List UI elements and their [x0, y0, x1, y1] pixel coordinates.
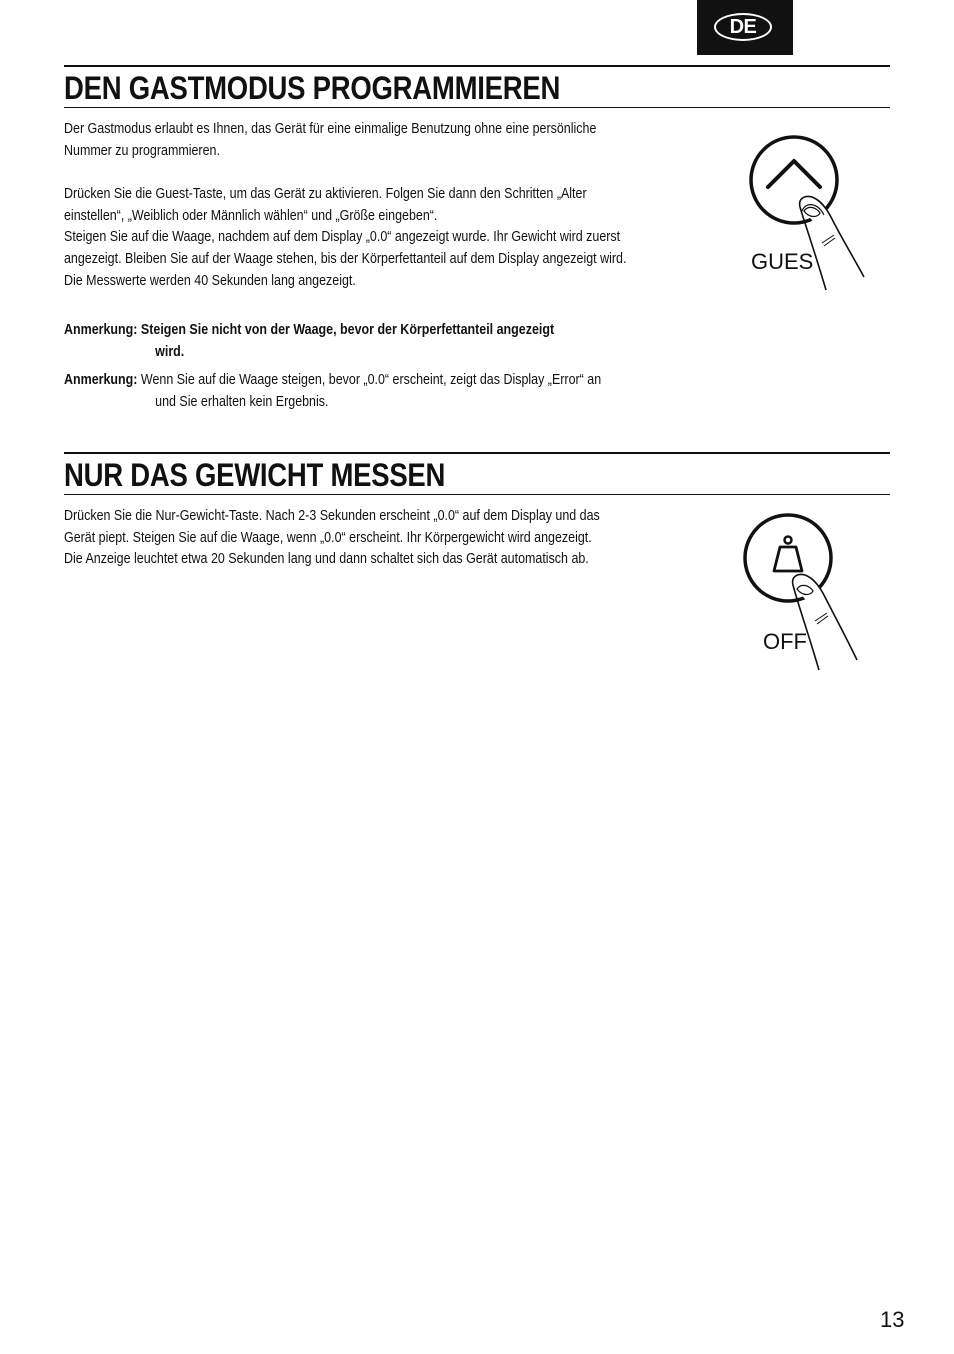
- section1-note2: [64, 370, 675, 413]
- section2-title: NUR DAS GEWICHT MESSEN: [64, 457, 446, 493]
- guest-button-illustration: [740, 125, 880, 300]
- note-text: Steigen Sie nicht von der Waage, bevor der Körperfettanteil angezeigt: [140, 322, 555, 338]
- guest-button-label: GUES: [751, 249, 814, 274]
- text-line: einstellen“, „Weiblich oder Männlich wählen“ und „Größe eingeben“.: [64, 207, 438, 224]
- text-line: angezeigt. Bleiben Sie auf der Waage stehen, bis der Körperfettanteil auf dem Display angezeigt wird.: [64, 251, 627, 268]
- text-line: Die Messwerte werden 40 Sekunden lang angezeigt.: [64, 272, 356, 289]
- note-text-continued: und Sie erhalten kein Ergebnis.: [155, 393, 329, 410]
- text-line: Gerät piept. Steigen Sie auf die Waage, wenn „0.0“ erscheint. Ihr Körpergewicht wird angezeigt.: [64, 529, 592, 546]
- weight-button-illustration: [735, 505, 875, 680]
- section1-paragraph1: [64, 119, 666, 162]
- note-label: Anmerkung:: [64, 322, 138, 338]
- text-line: Drücken Sie die Nur-Gewicht-Taste. Nach 2-3 Sekunden erscheint „0.0“ auf dem Display und das: [64, 508, 600, 524]
- text-line: Der Gastmodus erlaubt es Ihnen, das Gerät für eine einmalige Benutzung ohne eine persönliche: [64, 121, 597, 137]
- section1-top-rule: [64, 65, 890, 67]
- language-badge: [697, 0, 793, 55]
- section2-bottom-rule: [64, 494, 890, 495]
- section2-top-rule: [64, 452, 890, 454]
- weight-button-label: OFF: [763, 629, 807, 654]
- text-line: Steigen Sie auf die Waage, nachdem auf dem Display „0.0“ angezeigt wurde. Ihr Gewicht wird zuerst: [64, 229, 621, 246]
- text-line: Die Anzeige leuchtet etwa 20 Sekunden lang und dann schaltet sich das Gerät automatisch ab.: [64, 551, 589, 568]
- note-text-continued: wird.: [155, 343, 185, 360]
- text-line: Drücken Sie die Guest-Taste, um das Gerät zu aktivieren. Folgen Sie dann den Schritten „Alter: [64, 186, 587, 202]
- section1-paragraph2: [64, 184, 666, 293]
- language-code: DE: [714, 13, 772, 41]
- section1-bottom-rule: [64, 107, 890, 108]
- section1-note1: [64, 320, 675, 363]
- section1-title: DEN GASTMODUS PROGRAMMIEREN: [64, 70, 561, 106]
- page-number: 13: [880, 1307, 905, 1332]
- note-text: Wenn Sie auf die Waage steigen, bevor „0.0“ erscheint, zeigt das Display „Error“ an: [140, 372, 602, 388]
- note-label: Anmerkung:: [64, 372, 138, 388]
- text-line: Nummer zu programmieren.: [64, 142, 220, 159]
- section2-paragraph1: [64, 506, 666, 571]
